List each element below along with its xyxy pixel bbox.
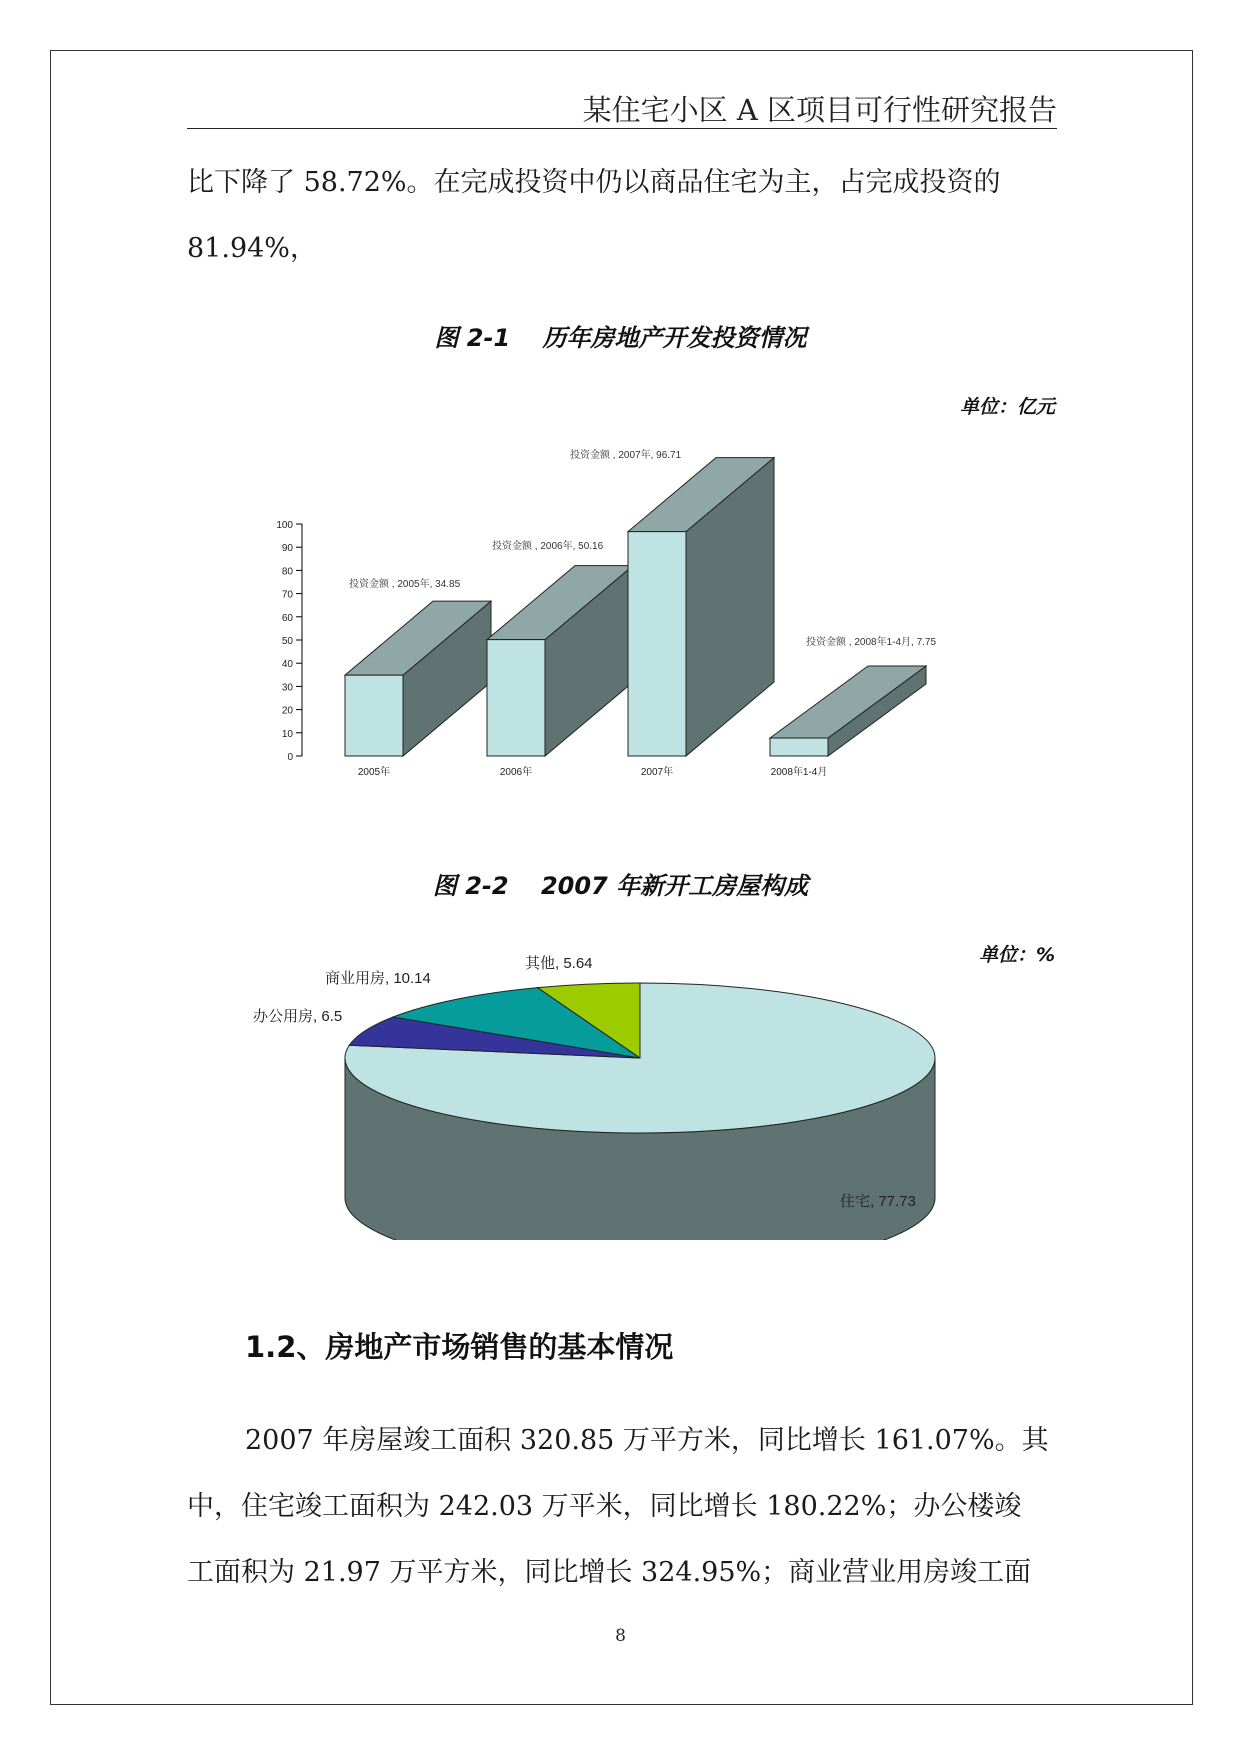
bar	[628, 532, 686, 756]
y-tick-label: 40	[281, 659, 293, 671]
data-label: 投资金额 , 2005年, 34.85	[349, 579, 461, 590]
paragraph-line: 比下降了 58.72%。在完成投资中仍以商品住宅为主，占完成投资的	[187, 167, 1001, 198]
pie-chart	[0, 950, 1241, 1240]
y-tick-label: 30	[281, 682, 293, 694]
y-tick-label: 60	[281, 612, 293, 624]
paragraph-line: 工面积为 21.97 万平方米，同比增长 324.95%；商业营业用房竣工面	[187, 1557, 1032, 1588]
slice-label: 其他, 5.64	[525, 955, 593, 972]
figure-2-title: 图 2-2 2007 年新开工房屋构成	[432, 872, 809, 900]
page-number: 8	[615, 1626, 626, 1646]
y-tick-label: 70	[281, 589, 293, 601]
slice-label: 住宅, 77.73	[840, 1193, 916, 1210]
x-tick-label: 2005年	[357, 767, 391, 778]
y-tick-label: 100	[276, 520, 293, 531]
paragraph-line: 81.94%，	[187, 233, 317, 264]
x-tick-label: 2006年	[499, 767, 533, 778]
paragraph-line: 2007 年房屋竣工面积 320.85 万平方米，同比增长 161.07%。其	[245, 1425, 1049, 1456]
bar	[770, 738, 828, 756]
y-tick-label: 20	[281, 705, 293, 717]
bar-chart	[0, 440, 1241, 790]
y-tick-label: 0	[287, 752, 293, 763]
figure-2-unit: 单位：%	[978, 944, 1055, 966]
y-tick-label: 90	[281, 543, 293, 555]
slice-label: 商业用房, 10.14	[325, 970, 431, 987]
section-heading: 1.2、房地产市场销售的基本情况	[245, 1330, 674, 1364]
slice-label: 办公用房, 6.5	[253, 1008, 343, 1025]
document-header: 某住宅小区 A 区项目可行性研究报告	[582, 93, 1057, 127]
x-tick-label: 2007年	[640, 767, 674, 778]
data-label: 投资金额 , 2006年, 50.16	[492, 541, 604, 552]
y-tick-label: 50	[281, 636, 293, 647]
y-tick-label: 80	[281, 566, 293, 578]
data-label: 投资金额 , 2008年1-4月, 7.75	[806, 637, 937, 648]
paragraph-line: 中，住宅竣工面积为 242.03 万平米，同比增长 180.22%；办公楼竣	[187, 1491, 1022, 1522]
bar	[345, 675, 403, 756]
bar	[487, 640, 545, 756]
figure-1-unit: 单位：亿元	[959, 396, 1055, 418]
y-tick-label: 10	[281, 728, 293, 740]
x-tick-label: 2008年1-4月	[770, 767, 828, 778]
data-label: 投资金额 , 2007年, 96.71	[570, 450, 682, 461]
figure-1-title: 图 2-1 历年房地产开发投资情况	[434, 324, 807, 352]
header-rule	[187, 128, 1057, 129]
